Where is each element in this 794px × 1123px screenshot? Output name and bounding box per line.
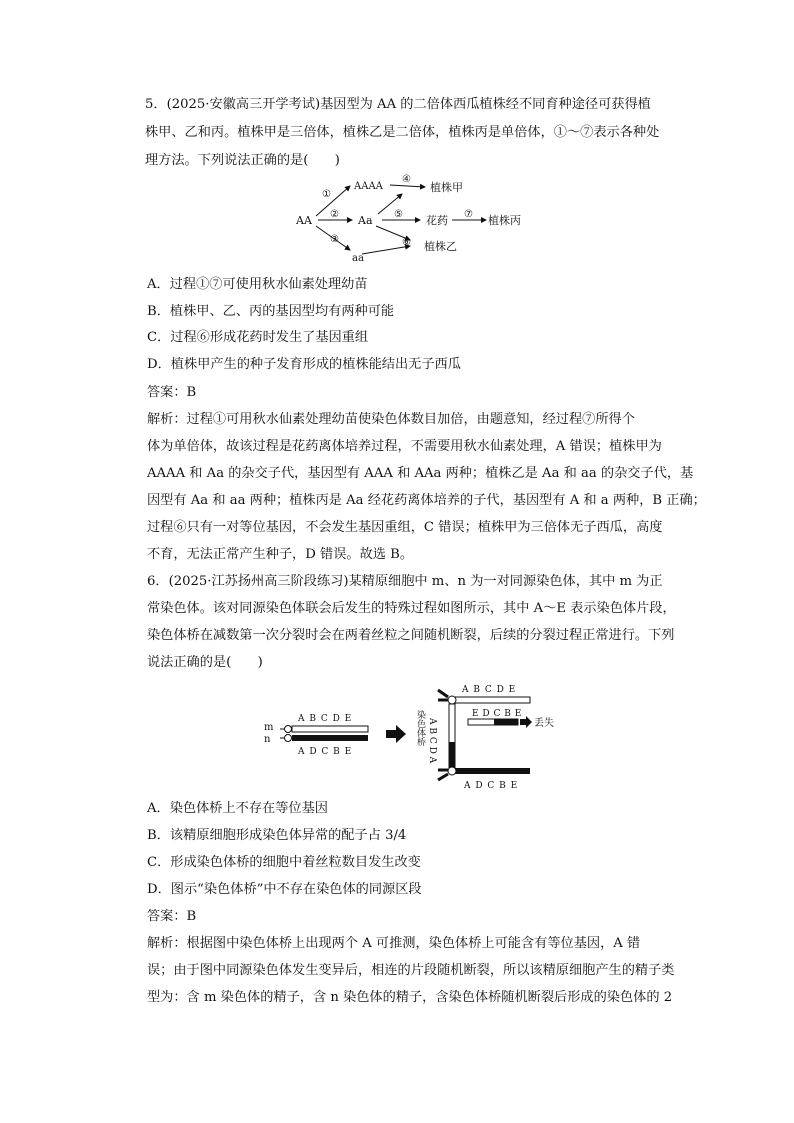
q6-stem-line-3: 染色体桥在减数第一次分裂时会在两着丝粒之间随机断裂，后续的分裂过程正常进行。下列: [147, 628, 675, 643]
q6-analysis-line-1: 解析：根据图中染色体桥上出现两个 A 可推测，染色体桥上可能含有等位基因，A 错: [147, 936, 641, 951]
breeding-pathway-diagram: [290, 172, 540, 264]
q6-option-c: C．形成染色体桥的细胞中着丝粒数目发生改变: [147, 855, 421, 870]
genotype-Aa: Aa: [358, 214, 373, 227]
genotype-aa: aa: [352, 253, 364, 264]
q6-answer: 答案：B: [147, 909, 197, 924]
step-1-label: ①: [322, 189, 331, 200]
q5-analysis-line-5: 过程⑥只有一对等位基因，不会发生基因重组，C 错误；植株甲为三倍体无子西瓜，高度: [147, 520, 663, 535]
q6-option-b: B．该精原细胞形成染色体异常的配子占 3/4: [147, 828, 407, 843]
q6-stem-line-4: 说法正确的是( ): [147, 655, 263, 670]
pollen-label: 花药: [426, 214, 448, 227]
chromosome-m: [292, 726, 368, 732]
q5-option-d: D．植株甲产生的种子发育形成的植株能结出无子西瓜: [147, 357, 461, 372]
chromosome-bridge-diagram: [262, 680, 582, 798]
step-3-label: ③: [330, 234, 339, 245]
step-7-label: ⑦: [464, 209, 473, 220]
q5-analysis-line-3: AAAA 和 Aa 的杂交子代，基因型有 AAA 和 AAa 两种；植株乙是 Aa 和 aa 的杂交子代，基: [147, 466, 694, 481]
q6-analysis-line-3: 型为：含 m 染色体的精子，含 n 染色体的精子，含染色体桥随机断裂后形成的染色体的 2: [147, 990, 673, 1005]
plant-c-label: 植株乙: [424, 240, 457, 253]
genotype-AA: AA: [296, 214, 312, 227]
step-6-label: ⑥: [402, 237, 411, 248]
q5-analysis-line-1: 解析：过程①可用秋水仙素处理幼苗使染色体数目加倍，由题意知，经过程⑦所得个: [147, 412, 635, 427]
bottom-segments: A D C B E: [464, 781, 519, 791]
chromosome-n: [292, 735, 368, 741]
bridge-segments: A B C D A: [427, 718, 437, 764]
q6-option-a: A．染色体桥上不存在等位基因: [147, 801, 328, 816]
q5-stem-line-1: 5．(2025·安徽高三开学考试)基因型为 AA 的二倍体西瓜植株经不同育种途径可获得植: [145, 97, 651, 112]
q5-option-c: C．过程⑥形成花药时发生了基因重组: [147, 330, 369, 345]
lost-label: 丢失: [534, 718, 554, 729]
centromere-m: [285, 726, 292, 733]
q5-answer: 答案：B: [147, 385, 197, 400]
q5-option-b: B．植株甲、乙、丙的基因型均有两种可能: [147, 304, 395, 319]
step-5-label: ⑤: [394, 209, 403, 220]
q5-analysis-line-6: 不育，无法正常产生种子，D 错误。故选 B。: [147, 547, 414, 562]
q6-stem-line-1: 6．(2025·江苏扬州高三阶段练习)某精原细胞中 m、n 为一对同源染色体，其中 m 为正: [147, 574, 663, 589]
q6-option-d: D．图示“染色体桥”中不存在染色体的同源区段: [147, 882, 422, 897]
bottom-centromere: [448, 767, 456, 775]
q5-analysis-line-2: 体为单倍体，故该过程是花药离体培养过程，不需要用秋水仙素处理，A 错误；植株甲为: [147, 439, 662, 454]
q5-analysis-line-4: 因型有 Aa 和 aa 两种；植株丙是 Aa 经花药离体培养的子代，基因型有 A 和 a 两种，B 正确；: [147, 493, 706, 508]
centromere-n: [285, 735, 292, 742]
transition-arrow: [386, 725, 406, 743]
bridge-label: 染色体桥: [415, 710, 425, 746]
label-m: m: [264, 722, 274, 733]
q5-option-a: A．过程①⑦可使用秋水仙素处理幼苗: [147, 277, 368, 292]
q5-stem-line-2: 株甲、乙和丙。植株甲是三倍体，植株乙是二倍体，植株丙是单倍体，①～⑦表示各种处: [145, 125, 660, 140]
label-n: n: [264, 734, 271, 745]
bottom-chromosome: [454, 768, 530, 774]
top-segments: A B C D E: [462, 685, 517, 695]
top-centromere: [448, 696, 456, 704]
step-2-label: ②: [330, 209, 339, 220]
m-segments: A B C D E: [298, 714, 353, 724]
q6-stem-line-2: 常染色体。该对同源染色体联会后发生的特殊过程如图所示，其中 A～E 表示染色体片段，: [147, 601, 676, 616]
top-chromosome: [454, 697, 530, 703]
q6-analysis-line-2: 误；由于图中同源染色体发生变异后，相连的片段随机断裂，所以该精原细胞产生的精子类: [147, 963, 675, 978]
plant-a-label: 植株甲: [430, 181, 463, 194]
q5-stem-line-3: 理方法。下列说法正确的是( ): [145, 153, 340, 168]
plant-b-label: 植株丙: [488, 214, 521, 227]
fragment-segments: E D C B E: [472, 709, 522, 719]
genotype-AAAA: AAAA: [354, 181, 383, 192]
n-segments: A D C B E: [298, 747, 353, 757]
step-4-label: ④: [402, 174, 411, 185]
